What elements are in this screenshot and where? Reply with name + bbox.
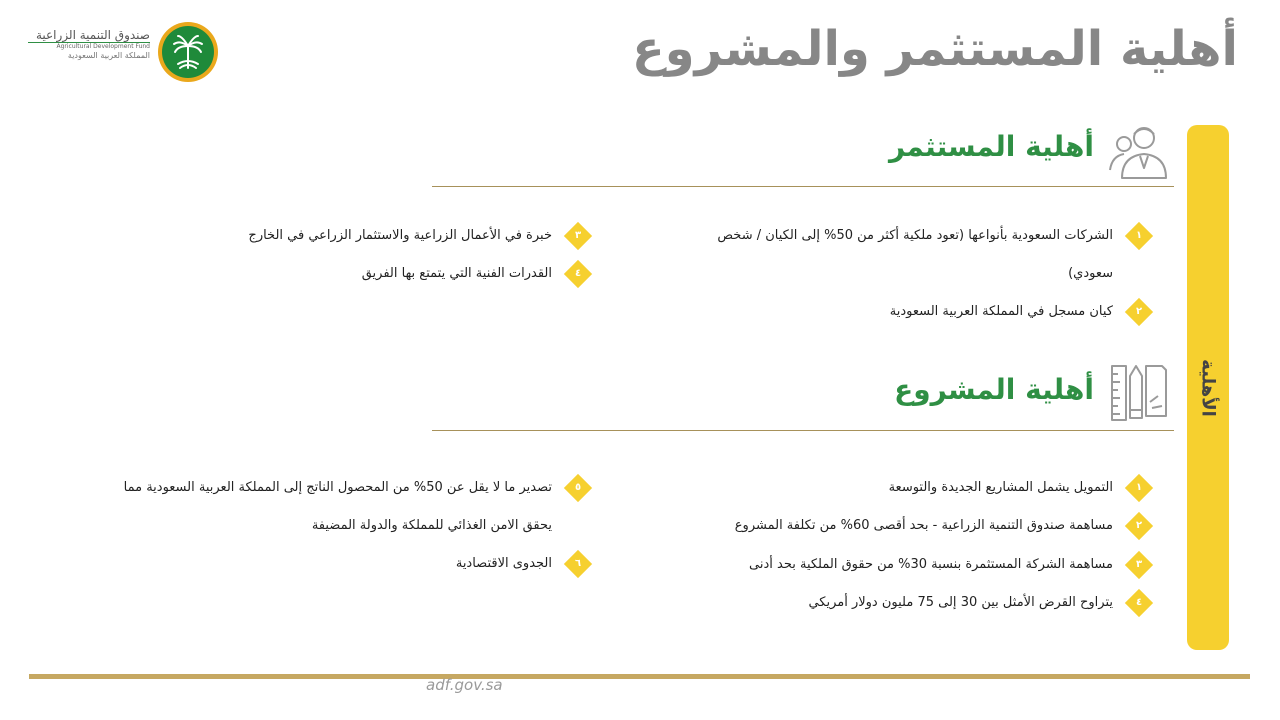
item-text: خبرة في الأعمال الزراعية والاستثمار الزراعي في الخارج: [248, 228, 552, 243]
investor-section-title: أهلية المستثمر: [888, 130, 1094, 163]
adf-logo: [28, 20, 223, 86]
ruler-pencil-icon: [1106, 362, 1172, 422]
number-badge: ٤: [564, 260, 592, 288]
item-text: مساهمة صندوق التنمية الزراعية - بحد أقصى 60% من تكلفة المشروع: [734, 518, 1113, 533]
investor-divider: [432, 186, 1174, 187]
investor-item-3: [132, 226, 582, 245]
page-title: أهلية المستثمر والمشروع: [632, 21, 1238, 77]
item-text: التمويل يشمل المشاريع الجديدة والتوسعة: [888, 480, 1113, 495]
logo-text: [28, 28, 150, 62]
item-text: القدرات الفنية التي يتمتع بها الفريق: [361, 266, 552, 281]
project-divider: [432, 430, 1174, 431]
item-text: الجدوى الاقتصادية: [455, 556, 552, 571]
project-item-2: [673, 516, 1143, 535]
item-text-continued: سعودي): [1068, 266, 1113, 281]
investor-item-2: [673, 302, 1143, 321]
item-text: كيان مسجل في المملكة العربية السعودية: [889, 304, 1113, 319]
project-item-4: [673, 593, 1143, 612]
logo-name-ar: صندوق التنمية الزراعية: [35, 28, 150, 42]
number-badge: ٦: [564, 550, 592, 578]
side-tab-label: الأهلية: [1197, 358, 1219, 417]
project-item-5: [77, 478, 582, 535]
person-icon: [1106, 120, 1172, 180]
number-badge: ٣: [1125, 551, 1153, 579]
project-item-1: [673, 478, 1143, 497]
side-tab: [1187, 125, 1229, 650]
investor-item-1: [673, 226, 1143, 283]
footer-url: adf.gov.sa: [426, 676, 503, 694]
number-badge: ٢: [1125, 298, 1153, 326]
number-badge: ٥: [564, 474, 592, 502]
investor-item-4: [132, 264, 582, 283]
number-badge: ٤: [1125, 589, 1153, 617]
logo-country-ar: المملكة العربية السعودية: [67, 51, 150, 61]
footer-divider: [29, 674, 1250, 679]
number-badge: ١: [1125, 474, 1153, 502]
item-text: تصدير ما لا يقل عن 50% من المحصول الناتج إلى المملكة العربية السعودية مما: [123, 480, 552, 495]
item-text: مساهمة الشركة المستثمرة بنسبة 30% من حقوق الملكية بحد أدنى: [749, 557, 1113, 572]
logo-name-en: Agricultural Development Fund: [28, 42, 150, 51]
item-text-continued: يحقق الامن الغذائي للمملكة والدولة المضيفة: [311, 518, 552, 533]
project-section-title: أهلية المشروع: [894, 373, 1094, 406]
number-badge: ١: [1125, 222, 1153, 250]
number-badge: ٢: [1125, 512, 1153, 540]
palm-emblem-icon: [158, 22, 218, 82]
item-text: يتراوح القرض الأمثل بين 30 إلى 75 مليون دولار أمريكي: [808, 595, 1113, 610]
number-badge: ٣: [564, 222, 592, 250]
project-item-6: [132, 554, 582, 573]
project-item-3: [673, 555, 1143, 574]
item-text: الشركات السعودية بأنواعها (تعود ملكية أكثر من 50% إلى الكيان / شخص: [717, 228, 1113, 243]
